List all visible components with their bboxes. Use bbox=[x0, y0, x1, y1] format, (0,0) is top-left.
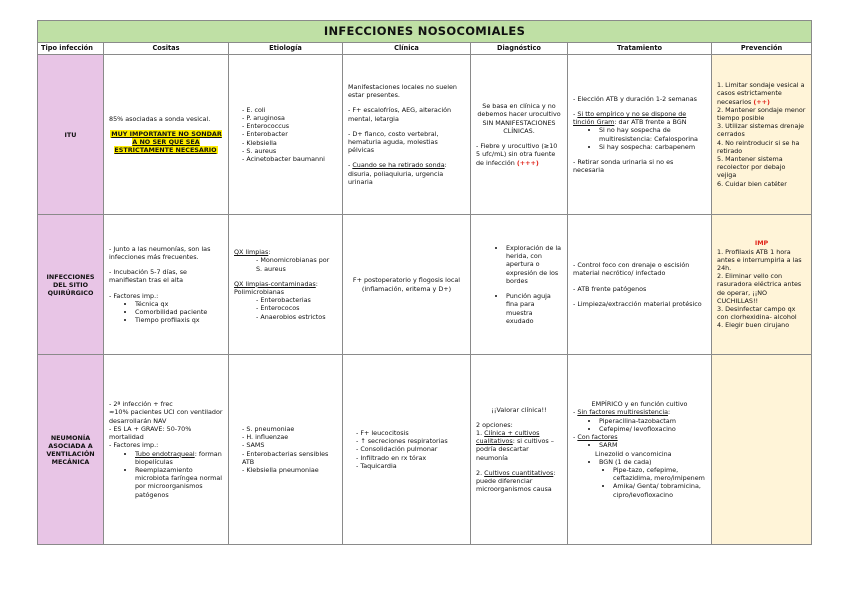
list-item: - S. aureus bbox=[242, 147, 337, 155]
list-item: - Consolidación pulmonar bbox=[356, 445, 465, 453]
list-item: - Klebsiella pneumoniae bbox=[242, 466, 337, 474]
nav-diag-o1-underlined: Clínica + cultivos cualitativos bbox=[476, 428, 540, 446]
list-item: - Taquicardia bbox=[356, 462, 465, 470]
list-item: - F+ leucocitosis bbox=[356, 429, 465, 437]
itu-tratamiento: - Elección ATB y duración 1-2 semanas - Si tto empírico y no se dispone de tinción Gram: dar ATB frente a BGN • Si no hay sospecha de multiresistencia: Cefalosporina • Si hay sospecha: carbapenem - Retirar sonda urinaria si no es necesaria bbox=[568, 55, 712, 215]
nav-diag-o1-rest: : si cultivos – podría descartar neumonía bbox=[476, 437, 554, 462]
itu-prev-item-6: 6. Cuidar bien catéter bbox=[717, 179, 787, 188]
header-tratamiento: Tratamiento bbox=[568, 43, 712, 55]
itu-cositas-intro: 85% asociadas a sonda vesical. bbox=[109, 114, 211, 123]
header-row bbox=[38, 43, 812, 55]
row-itu bbox=[38, 55, 812, 215]
itu-diag-p2: - Fiebre y urocultivo (≥10 5 ufc/mL) sin otra fuente de infección bbox=[476, 142, 558, 167]
qx-etiologia bbox=[229, 215, 343, 355]
qx-tratamiento bbox=[568, 215, 712, 355]
header-tipo: Tipo infección bbox=[38, 43, 104, 55]
qx-trat-p1: - Control foco con drenaje o escisión material necrótico/ infectado bbox=[573, 261, 690, 278]
list-item: - Enterococos bbox=[256, 304, 337, 312]
itu-clinica-p3: - D+ flanco, costo vertebral, hematuria aguda, molestias pélvicas bbox=[348, 129, 439, 155]
qx-trat-p2: - ATB frente patógenos bbox=[573, 284, 647, 293]
nav-cositas-p1: - 2ª infección + frec bbox=[109, 400, 173, 409]
itu-cositas-highlight: MUY IMPORTANTE NO SONDAR A NO SER QUE SEA ESTRICTAMENTE NECESARIO bbox=[111, 129, 222, 155]
itu-etiologia bbox=[229, 55, 343, 215]
qx-prev-imp: IMP bbox=[754, 239, 769, 248]
qx-diagnostico bbox=[471, 215, 568, 355]
itu-cositas bbox=[104, 55, 229, 215]
list-item: - P. aruginosa bbox=[242, 114, 337, 122]
itu-clinica-p2: - F+ escalofríos, AEG, alteración mental, letargia bbox=[348, 106, 452, 123]
nav-diag-o2-num: 2. bbox=[476, 468, 483, 477]
list-item: - ↑ secreciones respiratorias bbox=[356, 437, 465, 445]
header-diagnostico: Diagnóstico bbox=[471, 43, 568, 55]
row-label-itu: ITU bbox=[38, 55, 104, 215]
nav-diag-p1: ¡¡Valorar clínica!! bbox=[491, 405, 547, 414]
header-cositas: Cositas bbox=[104, 43, 229, 55]
nav-cositas bbox=[104, 355, 229, 545]
list-item: - Acinetobacter baumanni bbox=[242, 155, 337, 163]
list-item: - Enterococcus bbox=[242, 122, 337, 130]
qx-cositas bbox=[104, 215, 229, 355]
nav-trat-sarm-sub: Linezolid o vancomicina bbox=[595, 449, 672, 458]
row-label-neumonia: NEUMONÍA ASOCIADA A VENTILACIÓN MECÁNICA bbox=[38, 355, 104, 545]
list-item: - Enterobacterias bbox=[256, 296, 337, 304]
qx-etio-h1: QX limpias bbox=[234, 248, 269, 257]
list-item: • Exploración de la herida, con apertura o expresión de los bordes bbox=[506, 244, 562, 285]
nav-diagnostico bbox=[471, 355, 568, 545]
list-item: - Enterobacterias sensibles ATB bbox=[242, 450, 337, 466]
nav-diag-o2-rest: : puede diferenciar microorganismos causa bbox=[476, 468, 556, 494]
itu-prev-mark: (++) bbox=[753, 97, 770, 106]
list-item: - E. coli bbox=[242, 106, 337, 114]
row-label-quirurgico: INFECCIONES DEL SITIO QUIRÚRGICO bbox=[38, 215, 104, 355]
table-title: INFECCIONES NOSOCOMIALES bbox=[38, 21, 812, 43]
header-etiologia: Etiología bbox=[229, 43, 343, 55]
list-item: - SAMS bbox=[242, 441, 337, 449]
document bbox=[37, 20, 811, 545]
qx-prev-item-1: 1. Profilaxis ATB 1 hora antes e interrumpirla a las 24h. bbox=[717, 247, 802, 272]
nav-trat-p3-underlined: Con factores bbox=[577, 433, 618, 442]
list-item: • Pipe-tazo, cefepime, ceftazidima, mero/imipenem bbox=[613, 466, 706, 482]
list-item: • Amika/ Genta/ tobramicina, cipro/levofloxacino bbox=[613, 482, 706, 498]
qx-prev-item-2: 2. Eliminar vello con rasuradora eléctrica antes de operar, ¡¡NO CUCHILLAS!! bbox=[717, 272, 802, 305]
nosocomial-table bbox=[37, 20, 812, 545]
list-item: - Enterobacter bbox=[242, 130, 337, 138]
itu-prev-item-2: 2. Mantener sondaje menor tiempo posible bbox=[717, 105, 806, 122]
qx-cositas-p1: - Junto a las neumonías, son las infecciones más frecuentes. bbox=[109, 244, 211, 261]
nav-diag-p2: 2 opciones: bbox=[476, 420, 513, 429]
qx-etio-h2: QX limpias-contaminadas bbox=[234, 279, 316, 288]
qx-trat-p3: - Limpieza/extracción material protésico bbox=[573, 299, 702, 308]
nav-clinica bbox=[343, 355, 471, 545]
list-item: • Tiempo profilaxis qx bbox=[135, 316, 223, 324]
nav-trat-p1: EMPÍRICO y en función cultivo bbox=[591, 400, 688, 409]
nav-diag-o1-num: 1. bbox=[476, 428, 483, 437]
row-quirurgico bbox=[38, 215, 812, 355]
nav-diag-o2-underlined: Cultivos cuantitativos bbox=[484, 468, 554, 477]
list-item: - H. influenzae bbox=[242, 433, 337, 441]
list-item: • Punción aguja fina para muestra exudado bbox=[506, 292, 562, 325]
itu-clinica-p4-rest: : disuria, poliaquiuria, urgencia urinaria bbox=[348, 161, 447, 186]
list-item: • Piperacilina-tazobactam bbox=[599, 417, 706, 425]
nav-trat-bgn: BGN (1 de cada) bbox=[599, 457, 652, 466]
qx-prev-item-4: 4. Elegir buen cirujano bbox=[717, 321, 790, 330]
itu-trat-p2-underlined: Si tto empírico y no se dispone de tinción Gram bbox=[573, 109, 687, 127]
nav-tratamiento: EMPÍRICO y en función cultivo - Sin factores multiresistencia: • Piperacilina-tazobactam • Cefepime/ levofloxacino - Con factores • SARM Linezolid o vancomicina • BGN (1 de cada) • Pipe-tazo, cefepime, ceftazidima, mero/imipenem • Amika/ Genta/ tobramicina, cipro/levofloxacino bbox=[568, 355, 712, 545]
header-prevencion: Prevención bbox=[712, 43, 812, 55]
qx-cositas-p2: - Incubación 5-7 días, se manifiestan tras el alta bbox=[109, 268, 187, 285]
qx-etio-h2-rest: : Polimicrobianas bbox=[234, 279, 318, 296]
itu-prevencion bbox=[712, 55, 812, 215]
nav-trat-p2-underlined: Sin factores multiresistencia bbox=[577, 408, 669, 417]
itu-trat-p2-rest: : dar ATB frente a BGN bbox=[614, 118, 687, 127]
itu-prev-item-5: 5. Mantener sistema recolector por debajo vejiga bbox=[717, 155, 786, 180]
nav-cositas-p3: - ES LA + GRAVE: 50-70% mortalidad bbox=[109, 424, 192, 442]
nav-cositas-p4: - Factores imp.: bbox=[109, 441, 159, 450]
list-item: • Cefepime/ levofloxacino bbox=[599, 425, 706, 433]
itu-trat-p3: - Retirar sonda urinaria si no es necesaria bbox=[573, 157, 674, 175]
list-item: • Comorbilidad paciente bbox=[135, 308, 223, 316]
itu-prev-item-1: 1. Limitar sondaje vesical a casos estrictamente necesarios bbox=[717, 81, 805, 106]
itu-clinica-p4-underlined: Cuando se ha retirado sonda bbox=[352, 161, 445, 170]
nav-etiologia bbox=[229, 355, 343, 545]
nav-cositas-p2: ≈10% pacientes UCI con ventilador desarrollarán NAV bbox=[109, 408, 223, 425]
list-item: - Monomicrobianas por S. aureus bbox=[256, 256, 337, 272]
row-neumonia bbox=[38, 355, 812, 545]
list-item: - S. pneumoniae bbox=[242, 425, 337, 433]
list-item: • Reemplazamiento microbiota faríngea normal por microorganismos patógenos bbox=[135, 466, 223, 499]
list-item: - Infiltrado en rx tórax bbox=[356, 454, 465, 462]
itu-clinica-p1: Manifestaciones locales no suelen estar presentes. bbox=[348, 82, 457, 100]
itu-trat-p1: - Elección ATB y duración 1-2 semanas bbox=[573, 94, 697, 103]
qx-prevencion bbox=[712, 215, 812, 355]
nav-prevencion bbox=[712, 355, 812, 545]
qx-etio-h1-rest: : bbox=[268, 248, 271, 257]
nav-cositas-b1-underlined: Tubo endotraqueal bbox=[135, 449, 195, 458]
qx-clinica: F+ postoperatorio y flogosis local (inflamación, eritema y D+) bbox=[343, 215, 471, 355]
list-item: • Técnica qx bbox=[135, 300, 223, 308]
itu-diagnostico bbox=[471, 55, 568, 215]
qx-cositas-p3: - Factores imp.: bbox=[109, 291, 159, 300]
list-item: - Anaerobios estrictos bbox=[256, 313, 337, 321]
itu-prev-item-3: 3. Utilizar sistemas drenaje cerrados bbox=[717, 122, 805, 139]
itu-diag-mark: (+++) bbox=[516, 158, 539, 167]
itu-diag-p1: Se basa en clínica y no debemos hacer urocultivo SIN MANIFESTACIONES CLÍNICAS. bbox=[477, 102, 561, 135]
nav-trat-sarm: SARM bbox=[599, 441, 618, 450]
list-item: - Klebsiella bbox=[242, 139, 337, 147]
nav-trat-p2-rest: : bbox=[668, 408, 671, 417]
itu-prev-item-4: 4. No reintroducir si se ha retirado bbox=[717, 138, 800, 155]
itu-clinica: Manifestaciones locales no suelen estar presentes. - F+ escalofríos, AEG, alteración mental, letargia - D+ flanco, costo vertebral, hematuria aguda, molestias pélvicas - Cuando se ha retirado sonda: disuria, poliaquiuria, urgencia urinaria bbox=[343, 55, 471, 215]
nav-cositas-b1-rest: : forman biopelículas bbox=[135, 449, 222, 466]
list-item: • Si hay sospecha: carbapenem bbox=[599, 143, 706, 151]
list-item: • Si no hay sospecha de multiresistencia: Cefalosporina bbox=[599, 126, 706, 142]
qx-prev-item-3: 3. Desinfectar campo qx con clorhexidina- alcohol bbox=[717, 305, 797, 322]
header-clinica: Clínica bbox=[343, 43, 471, 55]
